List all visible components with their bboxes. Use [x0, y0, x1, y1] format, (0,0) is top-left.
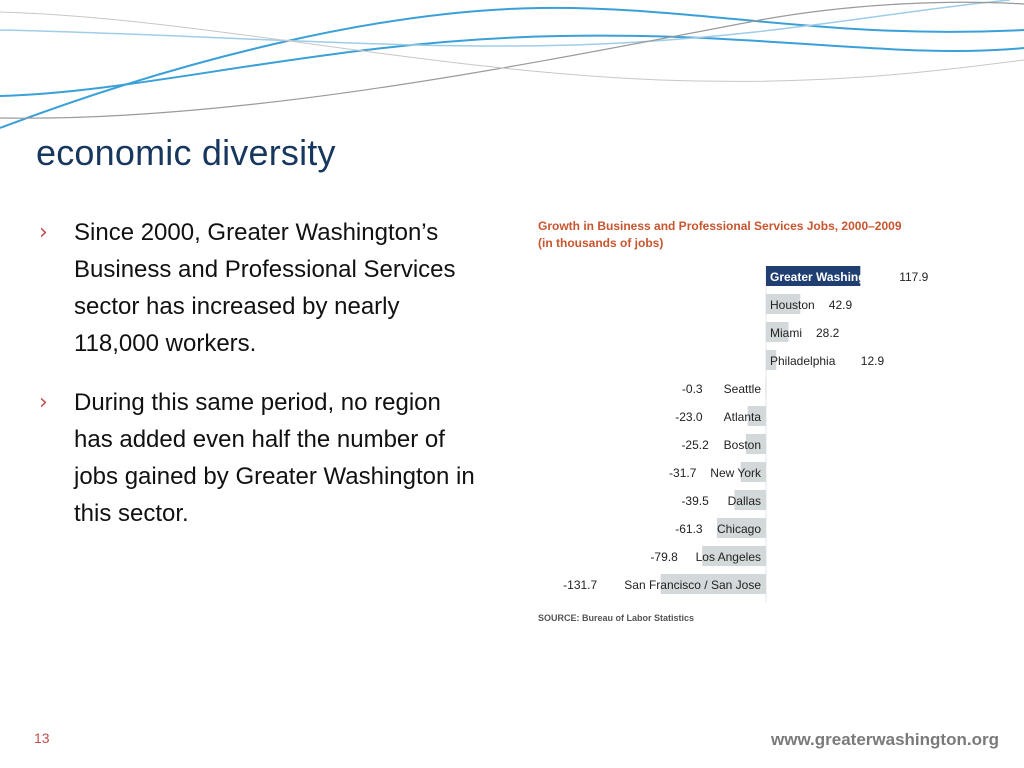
chart-subtitle: (in thousands of jobs) — [538, 236, 664, 250]
category-label: Seattle — [723, 382, 761, 396]
value-label: -25.2 — [681, 438, 709, 452]
bullet-item — [36, 384, 486, 532]
category-label: New York — [710, 466, 761, 480]
bullet-item — [36, 214, 486, 362]
footer-url: www.greaterwashington.org — [771, 730, 999, 749]
category-label: San Francisco / San Jose — [624, 578, 761, 592]
value-label: 28.2 — [816, 326, 840, 340]
page-number: 13 — [34, 730, 50, 746]
value-label: -23.0 — [675, 410, 703, 424]
category-label: Greater Washington — [770, 270, 885, 284]
value-label: 42.9 — [828, 298, 853, 312]
chart-title: Growth in Business and Professional Services Jobs, 2000–2009 — [538, 219, 902, 233]
chart-bars — [563, 266, 928, 602]
category-label: Dallas — [727, 494, 761, 508]
bullet-text: During this same period, no region has added even half the number of jobs gained by Greater Washington in this sector. — [74, 389, 475, 527]
bullet-chevron-icon: › — [39, 390, 48, 415]
bullet-chevron-icon: › — [39, 220, 48, 245]
value-label: -0.3 — [681, 382, 703, 396]
value-label: -31.7 — [669, 466, 697, 480]
category-label: Philadelphia — [770, 354, 836, 368]
bullet-text: Since 2000, Greater Washington’s Business and Professional Services sector has increased by nearly 118,000 workers. — [74, 219, 456, 357]
slide-title: economic diversity — [36, 132, 336, 173]
category-label: Los Angeles — [695, 550, 761, 564]
chart-source: SOURCE: Bureau of Labor Statistics — [538, 613, 695, 623]
category-label: Miami — [770, 326, 802, 340]
wave-line — [0, 2, 1024, 118]
wave-line — [0, 8, 1024, 128]
value-label: -131.7 — [563, 578, 598, 592]
category-label: Chicago — [716, 522, 761, 536]
decorative-wave-lines — [0, 0, 1024, 140]
category-label: Atlanta — [723, 410, 761, 424]
value-label: 117.9 — [899, 270, 929, 284]
value-label: -39.5 — [681, 494, 709, 508]
bar — [765, 378, 766, 398]
category-label: Houston — [770, 298, 815, 312]
jobs-growth-chart — [530, 210, 990, 630]
value-label: 12.9 — [860, 354, 885, 368]
value-label: -61.3 — [675, 522, 703, 536]
bullet-list — [36, 214, 486, 554]
value-label: -79.8 — [650, 550, 678, 564]
category-label: Boston — [723, 438, 761, 452]
